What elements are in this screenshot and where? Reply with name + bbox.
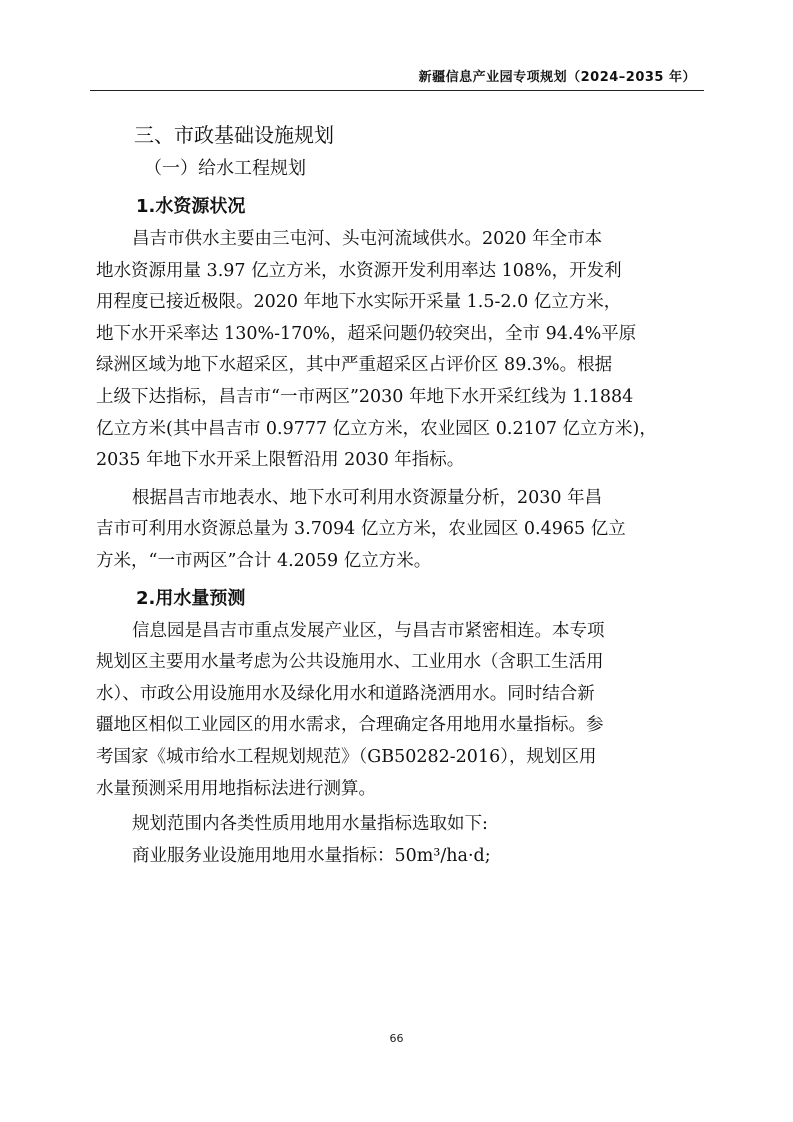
text-line: 信息园是昌吉市重点发展产业区，与昌吉市紧密相连。本专项: [132, 620, 605, 641]
part2-paragraph-2: [96, 809, 684, 841]
text-line: 亿立方米(其中昌吉市 0.9777 亿立方米，农业园区 0.2107 亿立方米)，: [96, 418, 657, 439]
text-line: 规划区主要用水量考虑为公共设施用水、工业用水（含职工生活用: [96, 652, 604, 673]
text-line: 商业服务业设施用地用水量指标：50m³/ha·d;: [132, 845, 491, 866]
page-content: [96, 118, 684, 872]
part1-title: 1.水资源状况: [136, 196, 246, 217]
text-line: 水）、市政公用设施用水及绿化用水和道路浇洒用水。同时结合新: [96, 683, 595, 704]
text-line: 昌吉市供水主要由三屯河、头屯河流域供水。2020 年全市本: [132, 229, 603, 249]
page-header: [90, 62, 704, 91]
text-line: 规划范围内各类性质用地用水量指标选取如下:: [132, 814, 488, 835]
part2-paragraph-3: [96, 841, 684, 873]
text-line: 根据昌吉市地表水、地下水可利用水资源量分析，2030 年昌: [132, 487, 603, 508]
text-line: 水量预测采用用地指标法进行测算。: [96, 778, 376, 799]
part2-title: 2.用水量预测: [136, 587, 246, 609]
text-line: 疆地区相似工业园区的用水需求，合理确定各用地用水量指标。参: [96, 715, 604, 736]
text-line: 考国家《城市给水工程规划规范》（GB50282-2016），规划区用: [96, 746, 597, 767]
page-number: 66: [389, 1032, 404, 1045]
subsection-heading: （一）给水工程规划: [144, 158, 306, 179]
header-title: 新疆信息产业园专项规划（2024–2035 年）: [418, 70, 696, 85]
text-line: 绿洲区域为地下水超采区，其中严重超采区占评价区 89.3%。根据: [96, 355, 613, 376]
part1-paragraph-2: [96, 483, 684, 578]
text-line: 2035 年地下水开采上限暂沿用 2030 年指标。: [96, 450, 465, 471]
text-line: 地下水开采率达 130%-170%，超采问题仍较突出，全市 94.4%平原: [96, 323, 637, 344]
text-line: 上级下达指标，昌吉市“一市两区”2030 年地下水开采红线为 1.1884: [96, 386, 634, 407]
text-line: 用程度已接近极限。2020 年地下水实际开采量 1.5-2.0 亿立方米，: [96, 292, 622, 313]
text-line: 地水资源用量 3.97 亿立方米，水资源开发利用率达 108%，开发利: [96, 260, 622, 281]
section-heading: 三、市政基础设施规划: [134, 123, 334, 147]
part2-paragraph-1: [96, 616, 684, 806]
text-line: 吉市可利用水资源总量为 3.7094 亿立方米，农业园区 0.4965 亿立: [96, 519, 626, 540]
text-line: 方米，“一市两区”合计 4.2059 亿立方米。: [96, 550, 432, 571]
part1-paragraph-1: [96, 224, 684, 477]
